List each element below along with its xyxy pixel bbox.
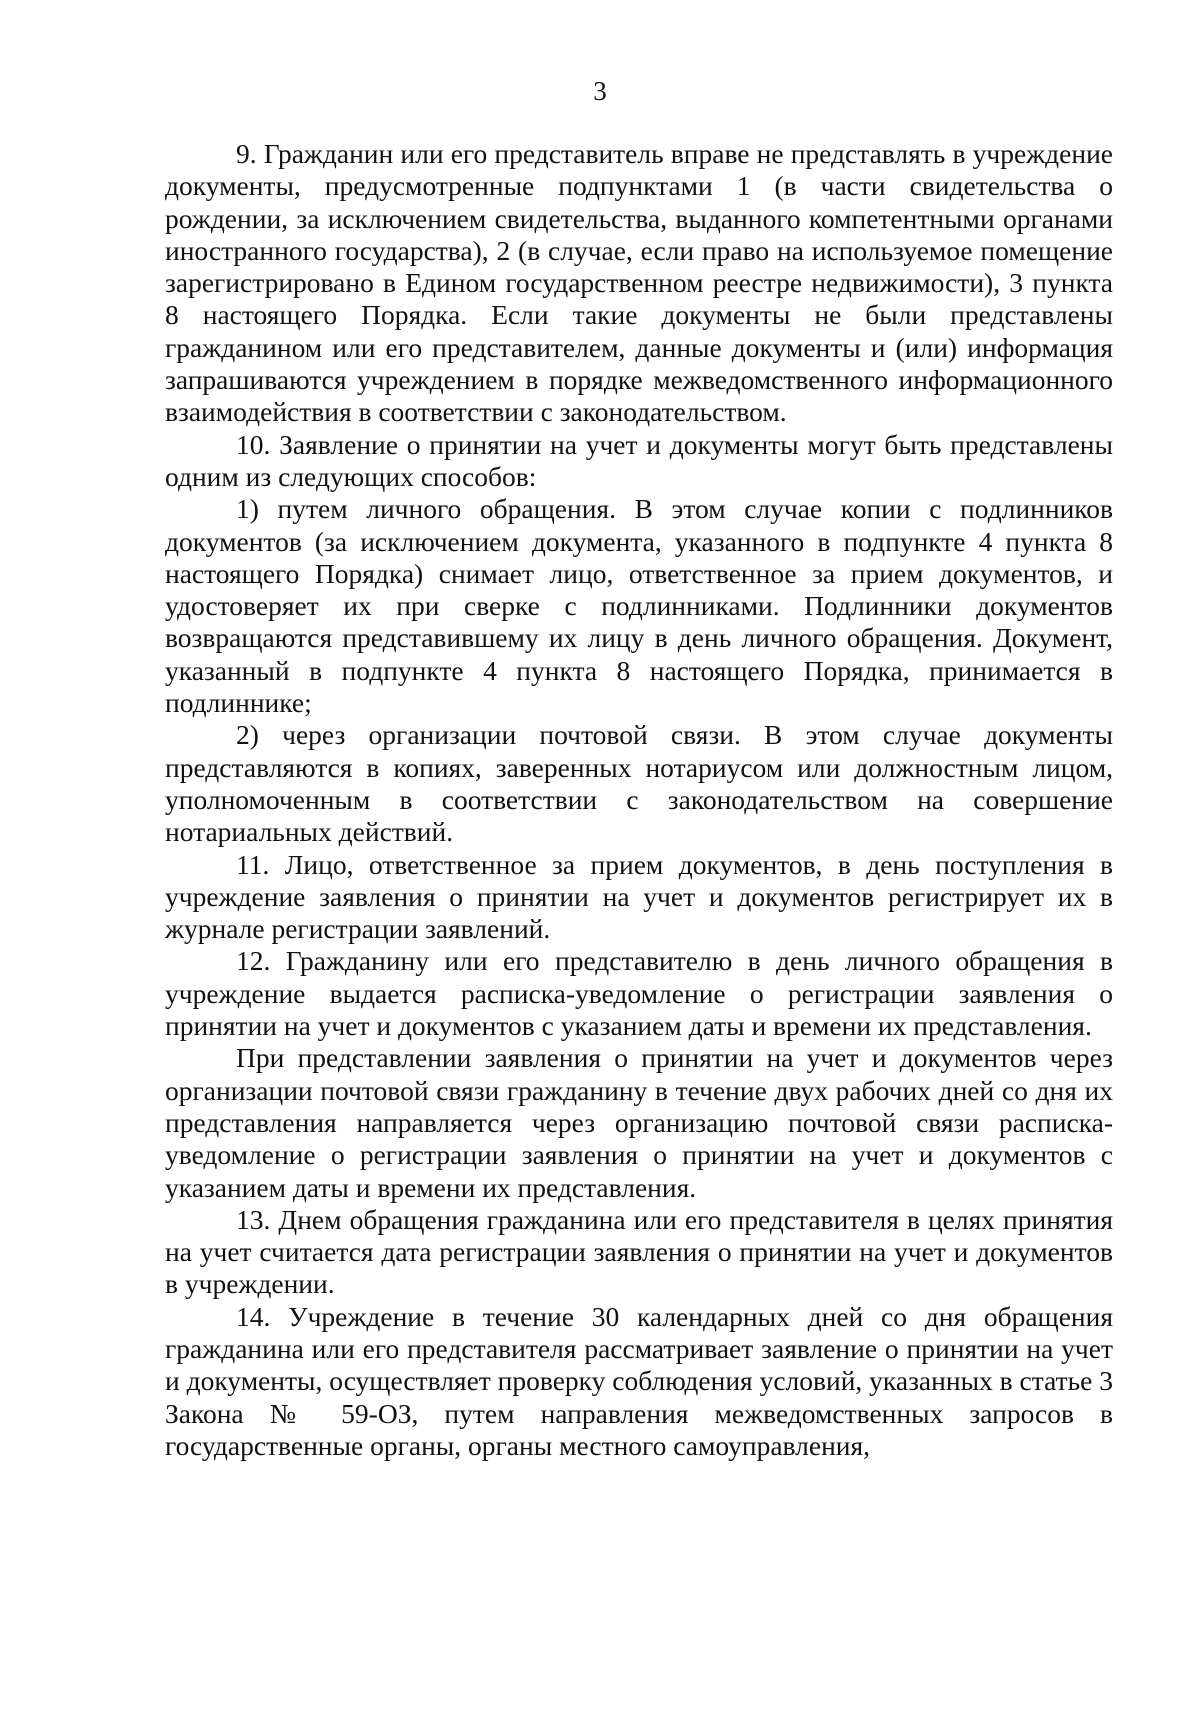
- paragraph-12: 12. Гражданину или его представителю в день личного обращения в учреждение выдается расписка-уведомление о регистрации заявления о принятии на учет и документов с указанием даты и времени их представления.: [165, 945, 1113, 1042]
- paragraph-11: 11. Лицо, ответственное за прием документов, в день поступления в учреждение заявления о принятии на учет и документов регистрирует их в журнале регистрации заявлений.: [165, 848, 1113, 945]
- page-number: 3: [593, 76, 607, 106]
- paragraph-10: 10. Заявление о принятии на учет и документы могут быть представлены одним из следующих способов:: [165, 428, 1113, 492]
- paragraph-10-item-2: 2) через организации почтовой связи. В этом случае документы представляются в копиях, заверенных нотариусом или должностным лицом, уполномоченным в соответствии с законодательством на совершение нотариальных действий.: [165, 719, 1113, 848]
- document-body: [165, 138, 1113, 1462]
- paragraph-9: 9. Гражданин или его представитель вправе не представлять в учреждение документы, предусмотренные подпунктами 1 (в части свидетельства о рождении, за исключением свидетельства, выданного компетентными органами иностранного государства), 2 (в случае, если право на используемое помещение зарегистрировано в Едином государственном реестре недвижимости), 3 пункта 8 настоящего Порядка. Если такие документы не были представлены гражданином или его представителем, данные документы и (или) информация запрашиваются учреждением в порядке межведомственного информационного взаимодействия в соответствии с законодательством.: [165, 138, 1113, 428]
- paragraph-10-item-1: 1) путем личного обращения. В этом случае копии с подлинников документов (за исключением документа, указанного в подпункте 4 пункта 8 настоящего Порядка) снимает лицо, ответственное за прием документов, и удостоверяет их при сверке с подлинниками. Подлинники документов возвращаются представившему их лицу в день личного обращения. Документ, указанный в подпункте 4 пункта 8 настоящего Порядка, принимается в подлиннике;: [165, 493, 1113, 719]
- paragraph-13: 13. Днем обращения гражданина или его представителя в целях принятия на учет считается дата регистрации заявления о принятии на учет и документов в учреждении.: [165, 1203, 1113, 1300]
- paragraph-14: 14. Учреждение в течение 30 календарных дней со дня обращения гражданина или его представителя рассматривает заявление о принятии на учет и документы, осуществляет проверку соблюдения условий, указанных в статье 3 Закона № 59-ОЗ, путем направления межведомственных запросов в государственные органы, органы местного самоуправления,: [165, 1300, 1113, 1461]
- paragraph-12-postal: При представлении заявления о принятии на учет и документов через организации почтовой связи гражданину в течение двух рабочих дней со дня их представления направляется через организацию почтовой связи расписка-уведомление о регистрации заявления о принятии на учет и документов с указанием даты и времени их представления.: [165, 1042, 1113, 1203]
